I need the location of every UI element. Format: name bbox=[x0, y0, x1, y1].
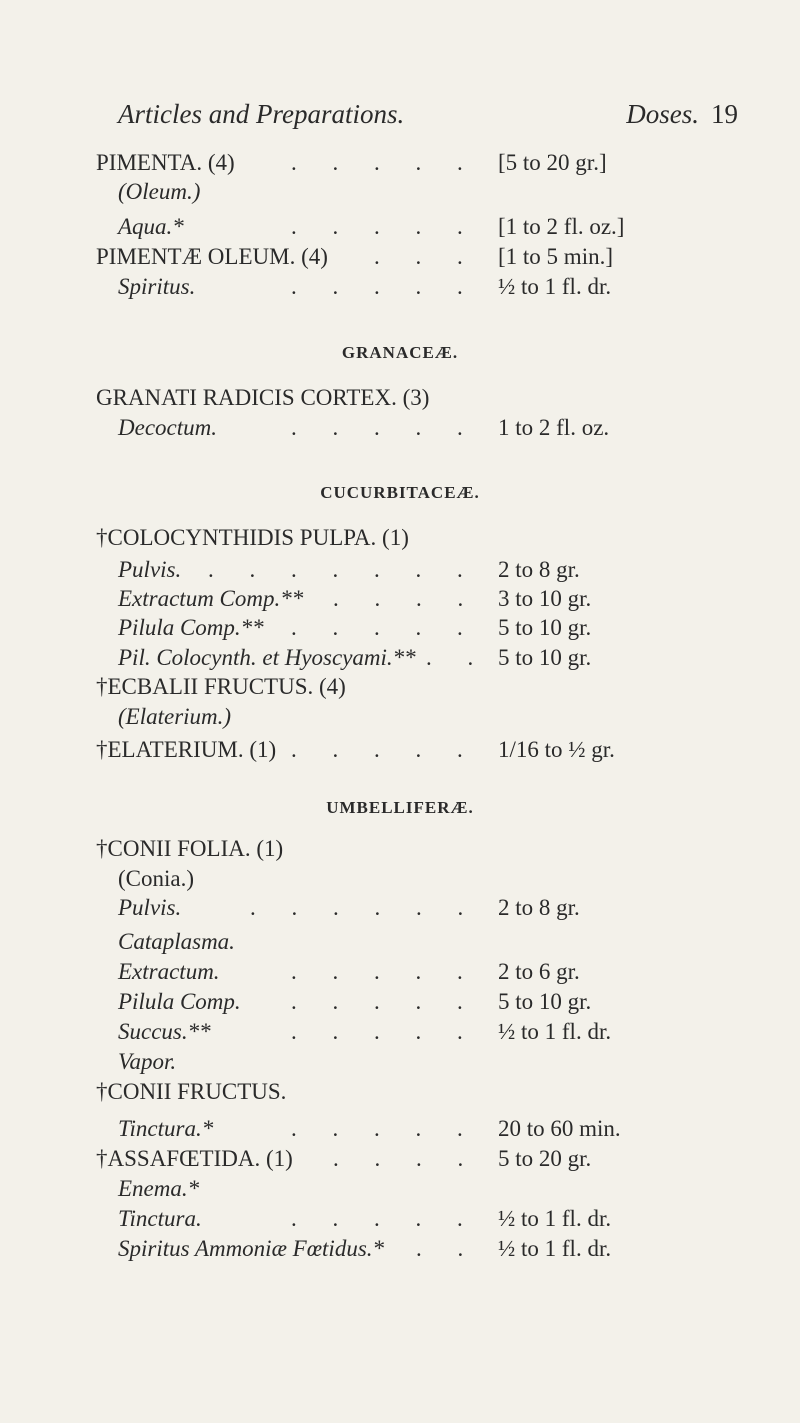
page-number: 19 bbox=[711, 99, 738, 129]
article-name: GRANATI RADICIS CORTEX. (3) bbox=[96, 385, 430, 410]
preparation-name: Vapor. bbox=[118, 1049, 177, 1074]
dose-row bbox=[0, 1075, 800, 1109]
dot-leaders: . . bbox=[426, 645, 489, 670]
dose-value: ½ to 1 fl. dr. bbox=[498, 1206, 612, 1231]
preparation-name: Succus.** bbox=[118, 1019, 211, 1044]
dose-value: 5 to 20 gr. bbox=[498, 1146, 592, 1171]
preparation-name: Pulvis. bbox=[118, 557, 182, 582]
running-header bbox=[118, 99, 738, 139]
dose-value: 5 to 10 gr. bbox=[498, 615, 592, 640]
preparation-name: Extractum Comp.** bbox=[118, 586, 304, 611]
dose-value: [1 to 5 min.] bbox=[498, 244, 613, 269]
preparation-name: Pilula Comp. bbox=[118, 989, 241, 1014]
article-name: PIMENTÆ OLEUM. (4) bbox=[96, 244, 328, 269]
dose-row bbox=[0, 175, 800, 209]
dose-row bbox=[0, 955, 800, 989]
dose-value: ½ to 1 fl. dr. bbox=[498, 1236, 612, 1261]
dot-leaders: . . . . . bbox=[291, 737, 478, 762]
dose-value: 1 to 2 fl. oz. bbox=[498, 415, 610, 440]
preparation-name: (Conia.) bbox=[118, 866, 195, 891]
dot-leaders: . . . . . bbox=[291, 989, 478, 1014]
preparation-name: Cataplasma. bbox=[118, 929, 235, 954]
dose-value: [5 to 20 gr.] bbox=[498, 150, 607, 175]
dot-leaders: . . . . . bbox=[291, 959, 478, 984]
dose-value: 2 to 6 gr. bbox=[498, 959, 580, 984]
dose-row bbox=[0, 1232, 800, 1266]
preparation-name: Tinctura. bbox=[118, 1206, 202, 1231]
dot-leaders: . . bbox=[416, 1236, 479, 1261]
dose-row bbox=[0, 1045, 800, 1079]
preparation-name: Pil. Colocynth. et Hyoscyami.** bbox=[118, 645, 416, 670]
dot-leaders: . . . . bbox=[333, 1146, 479, 1171]
dot-leaders: . . . bbox=[374, 244, 478, 269]
article-name: †COLOCYNTHIDIS PULPA. (1) bbox=[96, 525, 409, 550]
preparation-name: Decoctum. bbox=[118, 415, 217, 440]
dot-leaders: . . . . . bbox=[291, 415, 478, 440]
dot-leaders: . . . . . bbox=[291, 615, 478, 640]
article-name: †CONII FOLIA. (1) bbox=[96, 836, 284, 861]
dose-row bbox=[0, 381, 800, 415]
dose-row bbox=[0, 1112, 800, 1146]
dot-leaders: . . . . . . . bbox=[208, 557, 478, 582]
preparation-name: (Elaterium.) bbox=[118, 704, 232, 729]
header-right bbox=[626, 99, 738, 130]
dose-row bbox=[0, 240, 800, 274]
dose-value: 2 to 8 gr. bbox=[498, 557, 580, 582]
section-heading: CUCURBITACEÆ. bbox=[320, 483, 480, 502]
dose-value: [1 to 2 fl. oz.] bbox=[498, 214, 625, 239]
preparation-name: Aqua.* bbox=[118, 214, 184, 239]
dot-leaders: . . . . bbox=[333, 586, 479, 611]
preparation-name: Tinctura.* bbox=[118, 1116, 214, 1141]
article-name: †CONII FRUCTUS. bbox=[96, 1079, 287, 1104]
header-title: Articles and Preparations. bbox=[118, 99, 405, 129]
dose-value: ½ to 1 fl. dr. bbox=[498, 274, 612, 299]
dose-row bbox=[0, 270, 800, 304]
dot-leaders: . . . . . bbox=[291, 1116, 478, 1141]
dose-row bbox=[0, 891, 800, 925]
dot-leaders: . . . . . bbox=[291, 150, 478, 175]
dose-value: 5 to 10 gr. bbox=[498, 645, 592, 670]
dose-row bbox=[0, 1172, 800, 1206]
preparation-name: Pilula Comp.** bbox=[118, 615, 264, 640]
dose-row bbox=[0, 985, 800, 1019]
dose-row bbox=[0, 1142, 800, 1176]
dose-value: 1/16 to ½ gr. bbox=[498, 737, 615, 762]
preparation-name: (Oleum.) bbox=[118, 179, 201, 204]
preparation-name: Pulvis. bbox=[118, 895, 182, 920]
dose-row bbox=[0, 700, 800, 734]
dose-value: 20 to 60 min. bbox=[498, 1116, 621, 1141]
dose-row bbox=[0, 925, 800, 959]
dose-row bbox=[0, 1015, 800, 1049]
dot-leaders: . . . . . bbox=[291, 1019, 478, 1044]
dose-row bbox=[0, 733, 800, 767]
dot-leaders: . . . . . bbox=[291, 214, 478, 239]
doses-column-label: Doses. bbox=[626, 99, 699, 129]
preparation-name: Enema.* bbox=[118, 1176, 200, 1201]
dose-value: 5 to 10 gr. bbox=[498, 989, 592, 1014]
article-name: PIMENTA. (4) bbox=[96, 150, 235, 175]
preparation-name: Extractum. bbox=[118, 959, 220, 984]
section-heading: UMBELLIFERÆ. bbox=[326, 798, 474, 817]
dose-row bbox=[0, 521, 800, 555]
article-name: †ASSAFŒTIDA. (1) bbox=[96, 1146, 293, 1171]
dose-row bbox=[0, 411, 800, 445]
dose-row bbox=[0, 832, 800, 866]
dose-row bbox=[0, 670, 800, 704]
dose-value: 2 to 8 gr. bbox=[498, 895, 580, 920]
dot-leaders: . . . . . . bbox=[250, 895, 479, 920]
dot-leaders: . . . . . bbox=[291, 274, 478, 299]
dose-value: 3 to 10 gr. bbox=[498, 586, 592, 611]
article-name: †ECBALII FRUCTUS. (4) bbox=[96, 674, 346, 699]
article-name: †ELATERIUM. (1) bbox=[96, 737, 277, 762]
dose-row bbox=[0, 611, 800, 645]
dose-row bbox=[0, 1202, 800, 1236]
dose-row bbox=[0, 210, 800, 244]
dose-value: ½ to 1 fl. dr. bbox=[498, 1019, 612, 1044]
preparation-name: Spiritus. bbox=[118, 274, 196, 299]
dot-leaders: . . . . . bbox=[291, 1206, 478, 1231]
section-heading: GRANACEÆ. bbox=[341, 343, 459, 362]
preparation-name: Spiritus Ammoniæ Fœtidus.* bbox=[118, 1236, 385, 1261]
